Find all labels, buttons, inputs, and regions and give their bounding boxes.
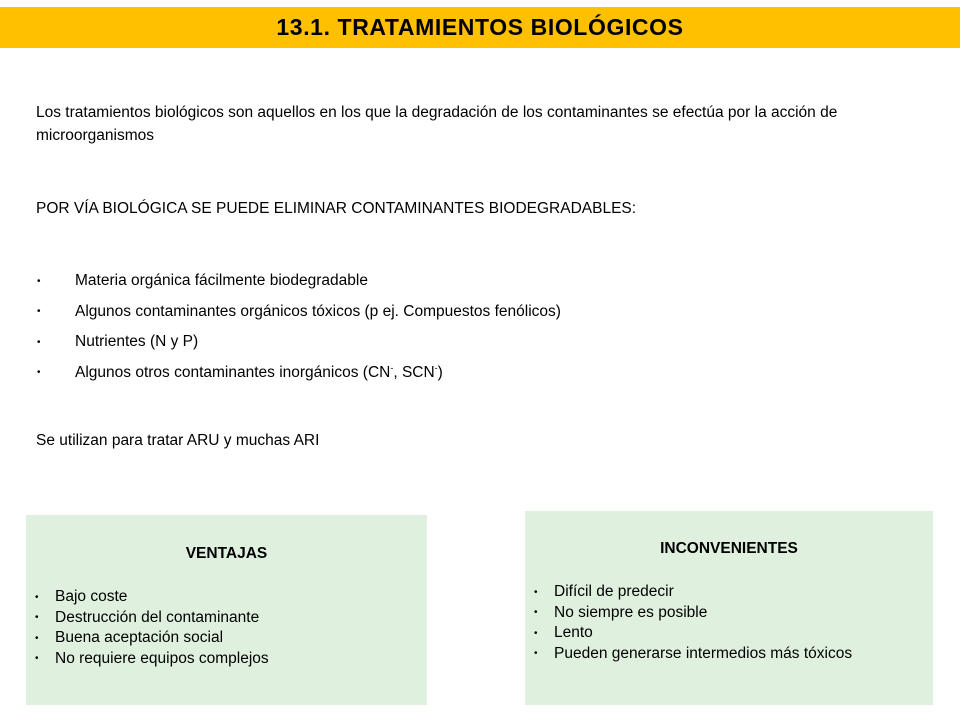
bullet-icon: • bbox=[35, 632, 39, 644]
bullet-icon: • bbox=[35, 591, 39, 603]
superscript-minus: - bbox=[390, 362, 394, 373]
ventajas-box bbox=[26, 515, 427, 705]
list-item bbox=[34, 628, 269, 649]
list-item-text: No requiere equipos complejos bbox=[55, 649, 269, 667]
bullet-icon: • bbox=[35, 653, 39, 665]
list-item bbox=[34, 649, 269, 670]
ventajas-list bbox=[34, 587, 269, 669]
list-item-text: Lento bbox=[554, 624, 593, 642]
text-prefix: Algunos otros contaminantes inorgánicos (CN bbox=[75, 363, 391, 381]
title-bar bbox=[0, 7, 960, 48]
list-item bbox=[34, 608, 269, 629]
intro-paragraph: Los tratamientos biológicos son aquellos en los que la degradación de los contaminantes se efectúa por la acción de microorganismos bbox=[36, 104, 838, 144]
list-item bbox=[34, 587, 269, 608]
list-item-text: No siempre es posible bbox=[554, 603, 708, 621]
page-title: 13.1. TRATAMIENTOS BIOLÓGICOS bbox=[276, 14, 684, 40]
bullet-icon: • bbox=[37, 367, 41, 379]
text-suffix: ) bbox=[437, 363, 443, 381]
list-item bbox=[36, 297, 561, 328]
inconvenientes-title: INCONVENIENTES bbox=[660, 540, 798, 557]
bullet-icon: • bbox=[37, 336, 41, 348]
closing-text: Se utilizan para tratar ARU y muchas ARI bbox=[36, 432, 320, 449]
bullet-icon: • bbox=[534, 586, 538, 598]
list-item-text: Nutrientes (N y P) bbox=[75, 333, 199, 351]
list-item bbox=[533, 603, 852, 624]
list-item bbox=[533, 623, 852, 644]
bullet-icon: • bbox=[534, 627, 538, 639]
bullet-icon: • bbox=[37, 275, 41, 287]
inconvenientes-box bbox=[525, 511, 933, 705]
list-item bbox=[36, 327, 561, 358]
contaminant-list bbox=[36, 266, 561, 388]
list-item bbox=[36, 358, 561, 389]
bullet-icon: • bbox=[37, 306, 41, 318]
list-item-text: Algunos contaminantes orgánicos tóxicos (p ej. Compuestos fenólicos) bbox=[75, 302, 561, 320]
ventajas-title: VENTAJAS bbox=[185, 545, 268, 562]
section-heading: POR VÍA BIOLÓGICA SE PUEDE ELIMINAR CONTAMINANTES BIODEGRADABLES: bbox=[36, 200, 637, 217]
list-item-text: Pueden generarse intermedios más tóxicos bbox=[554, 644, 853, 662]
inconvenientes-list bbox=[533, 582, 852, 664]
bullet-icon: • bbox=[534, 607, 538, 619]
text-middle: , SCN bbox=[393, 363, 435, 381]
list-item bbox=[533, 644, 852, 665]
list-item-text: Destrucción del contaminante bbox=[55, 608, 260, 626]
list-item-text: Difícil de predecir bbox=[554, 583, 674, 601]
bullet-icon: • bbox=[534, 648, 538, 660]
list-item-text: Materia orgánica fácilmente biodegradable bbox=[75, 272, 368, 290]
superscript-minus: - bbox=[434, 362, 438, 373]
list-item-text: Buena aceptación social bbox=[55, 629, 224, 647]
bullet-icon: • bbox=[35, 612, 39, 624]
list-item bbox=[533, 582, 852, 603]
list-item-text: Bajo coste bbox=[55, 588, 128, 606]
list-item bbox=[36, 266, 561, 297]
list-item-text bbox=[75, 364, 443, 382]
